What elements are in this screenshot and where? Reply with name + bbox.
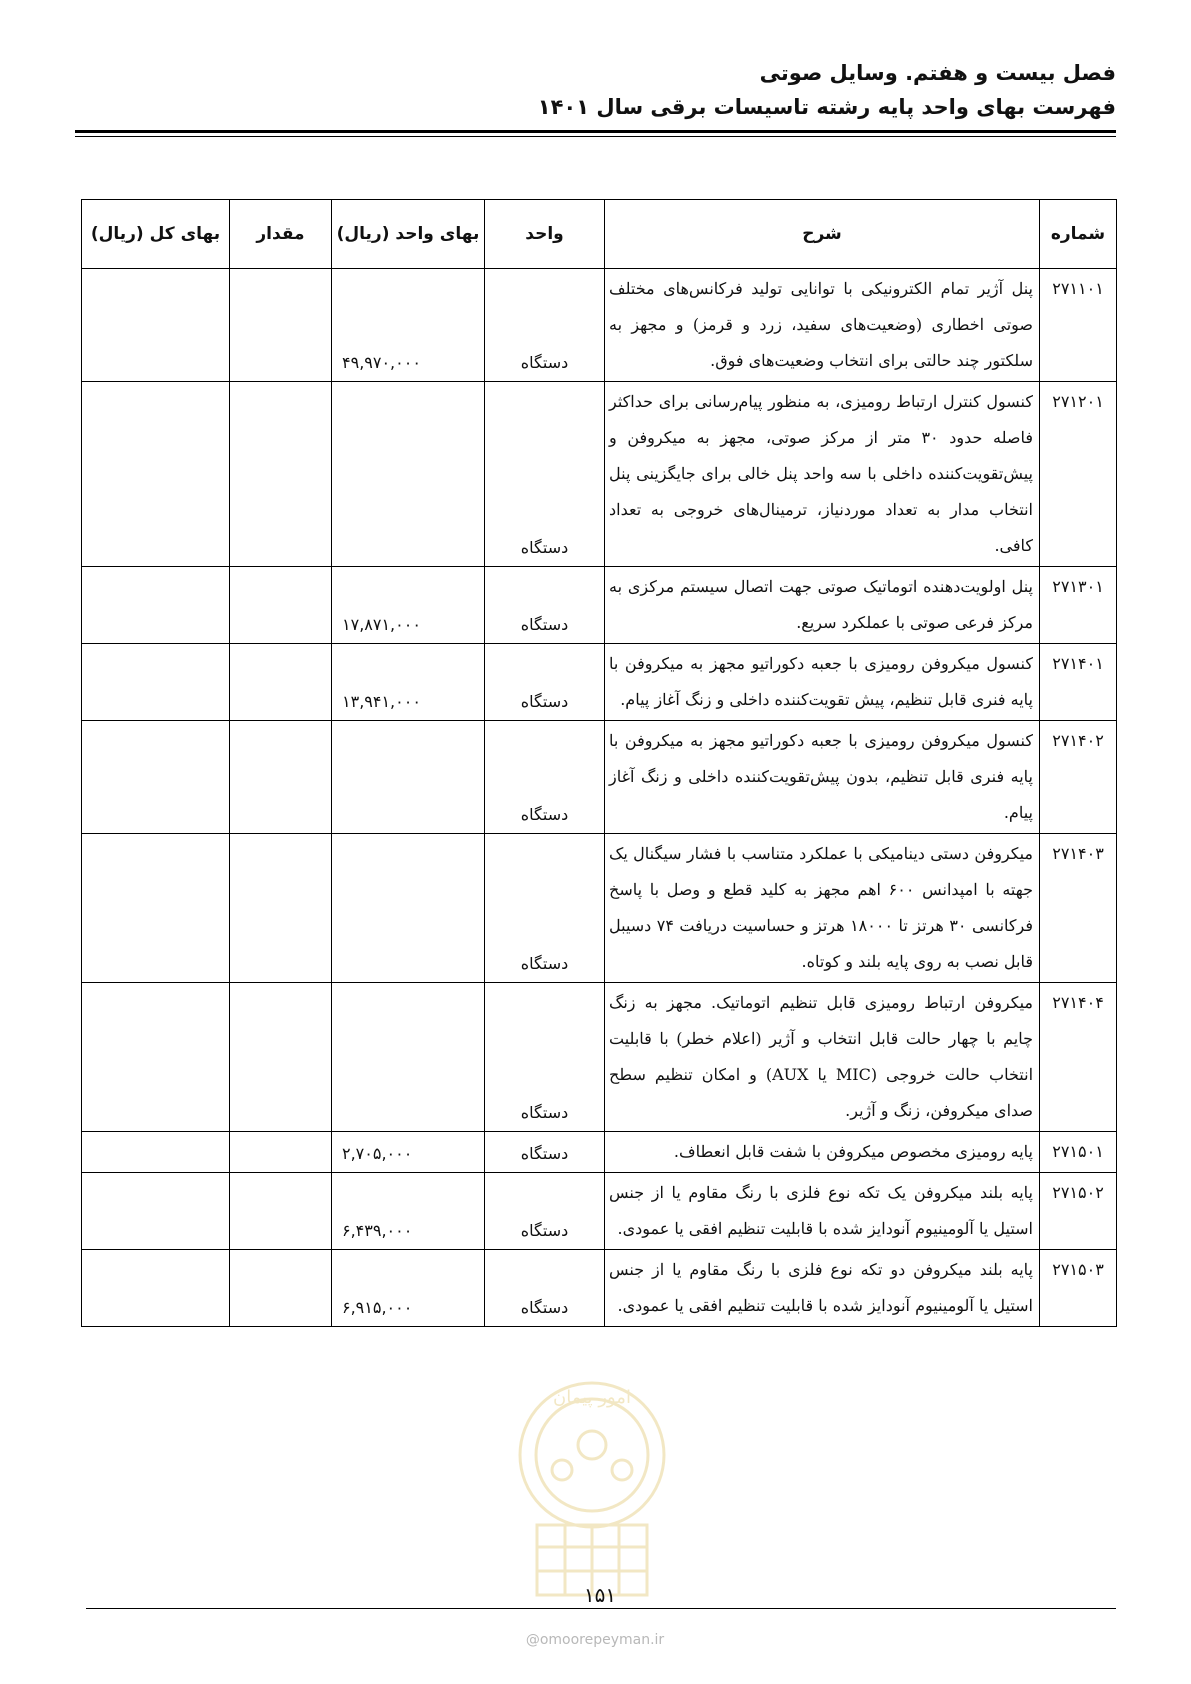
col-header-qty: مقدار bbox=[230, 200, 332, 269]
col-header-code: شماره bbox=[1040, 200, 1117, 269]
document-subtitle: فهرست بهای واحد پایه رشته تاسیسات برقی سال ۱۴۰۱ bbox=[537, 95, 1116, 119]
item-code: ۲۷۱۳۰۱ bbox=[1040, 567, 1117, 644]
item-code: ۲۷۱۴۰۳ bbox=[1040, 834, 1117, 983]
item-description: کنسول کنترل ارتباط رومیزی، به منظور پیام‌رسانی برای حداکثر فاصله حدود ۳۰ متر از مرکز صوتی، مجهز به میکروفن و پیش‌تقویت‌کننده داخلی با سه واحد پنل خالی برای جایگزینی پنل انتخاب مدار به تعداد موردنیاز، ترمینال‌های خروجی به تعداد کافی. bbox=[605, 382, 1040, 567]
item-description: میکروفن دستی دینامیکی با عملکرد متناسب با فشار سیگنال یک جهته با امپدانس ۶۰۰ اهم مجهز به کلید قطع و وصل با پاسخ فرکانسی ۳۰ هرتز تا ۱۸۰۰۰ هرتز و حساسیت دریافت ۷۴ دسیبل قابل نصب به روی پایه بلند و کوتاه. bbox=[605, 834, 1040, 983]
table-row bbox=[82, 983, 1117, 1132]
watermark-logo-text: امور پیمان bbox=[553, 1387, 631, 1408]
item-qty bbox=[230, 721, 332, 834]
item-qty bbox=[230, 1250, 332, 1327]
item-unit-price bbox=[332, 983, 485, 1132]
item-total bbox=[82, 834, 230, 983]
item-qty bbox=[230, 567, 332, 644]
item-qty bbox=[230, 269, 332, 382]
item-unit: دستگاه bbox=[485, 983, 605, 1132]
item-unit-price: ۶,۴۳۹,۰۰۰ bbox=[332, 1173, 485, 1250]
item-description: پایه بلند میکروفن یک تکه نوع فلزی با رنگ مقاوم یا از جنس استیل یا آلومینیوم آنودایز شده با قابلیت تنظیم افقی یا عمودی. bbox=[605, 1173, 1040, 1250]
item-unit-price: ۲,۷۰۵,۰۰۰ bbox=[332, 1132, 485, 1173]
item-total bbox=[82, 644, 230, 721]
item-total bbox=[82, 1132, 230, 1173]
chapter-title: فصل بیست و هفتم. وسایل صوتی bbox=[759, 61, 1116, 85]
table-row bbox=[82, 269, 1117, 382]
item-qty bbox=[230, 1173, 332, 1250]
item-total bbox=[82, 983, 230, 1132]
item-code: ۲۷۱۵۰۲ bbox=[1040, 1173, 1117, 1250]
item-qty bbox=[230, 834, 332, 983]
item-unit: دستگاه bbox=[485, 1173, 605, 1250]
item-description: کنسول میکروفن رومیزی با جعبه دکوراتیو مجهز به میکروفن با پایه فنری قابل تنظیم، پیش تقویت‌کننده داخلی و زنگ آغاز پیام. bbox=[605, 644, 1040, 721]
header-rule-thin bbox=[75, 136, 1116, 137]
table-row bbox=[82, 1173, 1117, 1250]
item-unit: دستگاه bbox=[485, 1250, 605, 1327]
item-total bbox=[82, 721, 230, 834]
table-row bbox=[82, 567, 1117, 644]
item-unit-price bbox=[332, 721, 485, 834]
table-row bbox=[82, 834, 1117, 983]
footer-rule bbox=[86, 1608, 1116, 1609]
item-total bbox=[82, 382, 230, 567]
table-row bbox=[82, 721, 1117, 834]
item-description: پنل آژیر تمام الکترونیکی با توانایی تولید فرکانس‌های مختلف صوتی اخطاری (وضعیت‌های سفید، زرد و قرمز) و مجهز به سلکتور چند حالتی برای انتخاب وضعیت‌های فوق. bbox=[605, 269, 1040, 382]
col-header-total: بهای کل (ریال) bbox=[82, 200, 230, 269]
item-unit: دستگاه bbox=[485, 1132, 605, 1173]
item-code: ۲۷۱۴۰۱ bbox=[1040, 644, 1117, 721]
header-rule-thick bbox=[75, 130, 1116, 133]
item-code: ۲۷۱۱۰۱ bbox=[1040, 269, 1117, 382]
col-header-desc: شرح bbox=[605, 200, 1040, 269]
page-header bbox=[75, 56, 1116, 124]
item-unit-price bbox=[332, 382, 485, 567]
item-unit: دستگاه bbox=[485, 721, 605, 834]
item-code: ۲۷۱۴۰۴ bbox=[1040, 983, 1117, 1132]
item-total bbox=[82, 567, 230, 644]
item-unit: دستگاه bbox=[485, 567, 605, 644]
item-unit-price: ۴۹,۹۷۰,۰۰۰ bbox=[332, 269, 485, 382]
page-number: ۱۵۱ bbox=[583, 1583, 617, 1607]
item-unit: دستگاه bbox=[485, 382, 605, 567]
item-description: میکروفن ارتباط رومیزی قابل تنظیم اتوماتیک. مجهز به زنگ چایم با چهار حالت قابل انتخاب و آژیر (اعلام خطر) با قابلیت انتخاب حالت خروجی (MIC یا AUX) و امکان تنظیم سطح صدای میکروفن، زنگ و آژیر. bbox=[605, 983, 1040, 1132]
table-row bbox=[82, 644, 1117, 721]
item-description: کنسول میکروفن رومیزی با جعبه دکوراتیو مجهز به میکروفن با پایه فنری قابل تنظیم، بدون پیش‌تقویت‌کننده داخلی و زنگ آغاز پیام. bbox=[605, 721, 1040, 834]
watermark-website: @omoorepeyman.ir bbox=[525, 1632, 665, 1648]
table-row bbox=[82, 382, 1117, 567]
item-total bbox=[82, 1250, 230, 1327]
price-table bbox=[81, 199, 1117, 1327]
item-description: پنل اولویت‌دهنده اتوماتیک صوتی جهت اتصال سیستم مرکزی به مرکز فرعی صوتی با عملکرد سریع. bbox=[605, 567, 1040, 644]
table-row bbox=[82, 1132, 1117, 1173]
item-code: ۲۷۱۵۰۱ bbox=[1040, 1132, 1117, 1173]
item-qty bbox=[230, 983, 332, 1132]
item-unit-price: ۱۳,۹۴۱,۰۰۰ bbox=[332, 644, 485, 721]
item-unit: دستگاه bbox=[485, 269, 605, 382]
item-unit-price: ۶,۹۱۵,۰۰۰ bbox=[332, 1250, 485, 1327]
col-header-unit: واحد bbox=[485, 200, 605, 269]
item-unit: دستگاه bbox=[485, 834, 605, 983]
item-total bbox=[82, 1173, 230, 1250]
item-unit-price: ۱۷,۸۷۱,۰۰۰ bbox=[332, 567, 485, 644]
item-code: ۲۷۱۲۰۱ bbox=[1040, 382, 1117, 567]
item-code: ۲۷۱۴۰۲ bbox=[1040, 721, 1117, 834]
item-qty bbox=[230, 382, 332, 567]
table-header-row bbox=[82, 200, 1117, 269]
item-total bbox=[82, 269, 230, 382]
item-description: پایه رومیزی مخصوص میکروفن با شفت قابل انعطاف. bbox=[605, 1132, 1040, 1173]
item-qty bbox=[230, 644, 332, 721]
item-code: ۲۷۱۵۰۳ bbox=[1040, 1250, 1117, 1327]
table-row bbox=[82, 1250, 1117, 1327]
item-qty bbox=[230, 1132, 332, 1173]
item-description: پایه بلند میکروفن دو تکه نوع فلزی با رنگ مقاوم یا از جنس استیل یا آلومینیوم آنودایز شده با قابلیت تنظیم افقی یا عمودی. bbox=[605, 1250, 1040, 1327]
col-header-unit-price: بهای واحد (ریال) bbox=[332, 200, 485, 269]
item-unit-price bbox=[332, 834, 485, 983]
item-unit: دستگاه bbox=[485, 644, 605, 721]
